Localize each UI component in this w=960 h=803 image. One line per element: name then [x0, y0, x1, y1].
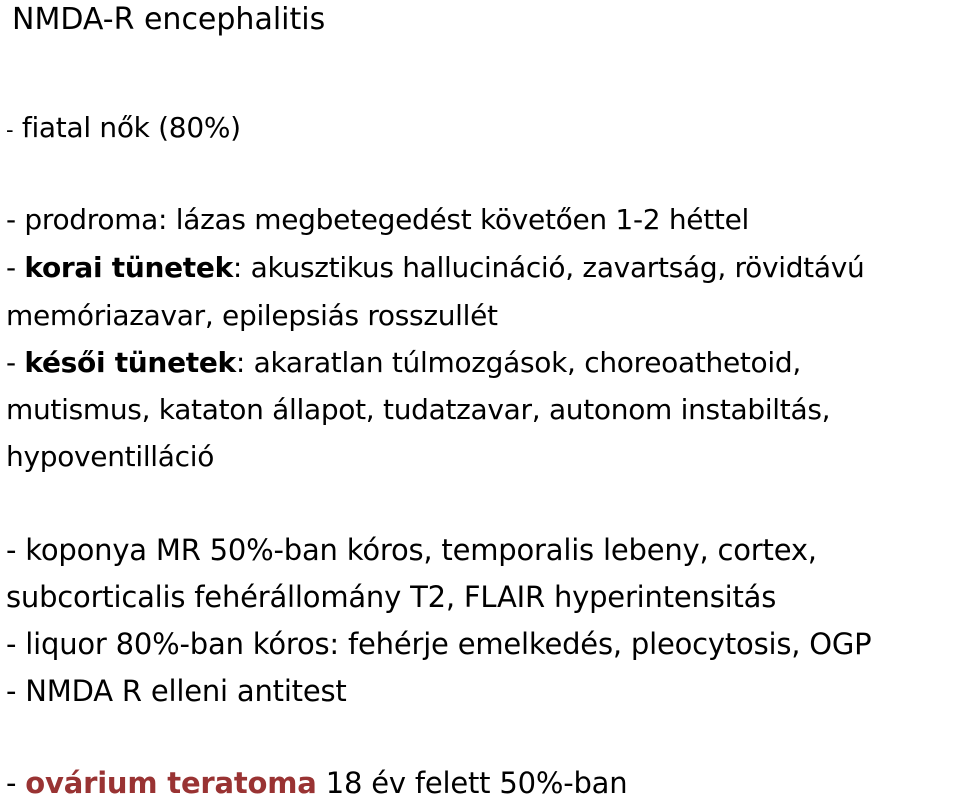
bullet-text: 18 év felett 50%-ban: [316, 766, 628, 800]
bullet-dash: -: [6, 118, 14, 142]
teratoma-label: ovárium teratoma: [25, 766, 317, 800]
bullet-mri: - koponya MR 50%-ban kóros, temporalis lebeny, cortex,: [6, 533, 817, 567]
bullet-early-symptoms: [6, 248, 864, 288]
bullet-text: : akaratlan túlmozgások, choreoathetoid,: [235, 346, 801, 379]
bullet-csf: - liquor 80%-ban kóros: fehérje emelkedés, pleocytosis, OGP: [6, 627, 872, 661]
slide-title: NMDA-R encephalitis: [12, 2, 326, 37]
bullet-text: fiatal nők (80%): [13, 111, 241, 144]
bullet-dash: -: [6, 766, 26, 800]
bullet-text: : akusztikus hallucináció, zavartság, rövidtávú: [232, 251, 865, 284]
late-symptoms-label: késői tünetek: [24, 346, 236, 379]
early-symptoms-label: korai tünetek: [24, 251, 233, 284]
bullet-antibody: - NMDA R elleni antitest: [6, 674, 347, 708]
bullet-late-symptoms: [6, 343, 801, 383]
bullet-young-women: [6, 108, 241, 150]
bullet-teratoma: [6, 763, 627, 803]
bullet-continuation: memóriazavar, epilepsiás rosszullét: [6, 299, 498, 332]
bullet-continuation: hypoventilláció: [6, 440, 215, 473]
bullet-continuation: subcorticalis fehérállomány T2, FLAIR hyperintensitás: [6, 580, 777, 614]
bullet-continuation: mutismus, kataton állapot, tudatzavar, autonom instabiltás,: [6, 393, 831, 426]
bullet-prodroma: - prodroma: lázas megbetegedést követően 1-2 héttel: [6, 203, 749, 236]
bullet-dash: -: [6, 251, 25, 284]
bullet-dash: -: [6, 346, 25, 379]
